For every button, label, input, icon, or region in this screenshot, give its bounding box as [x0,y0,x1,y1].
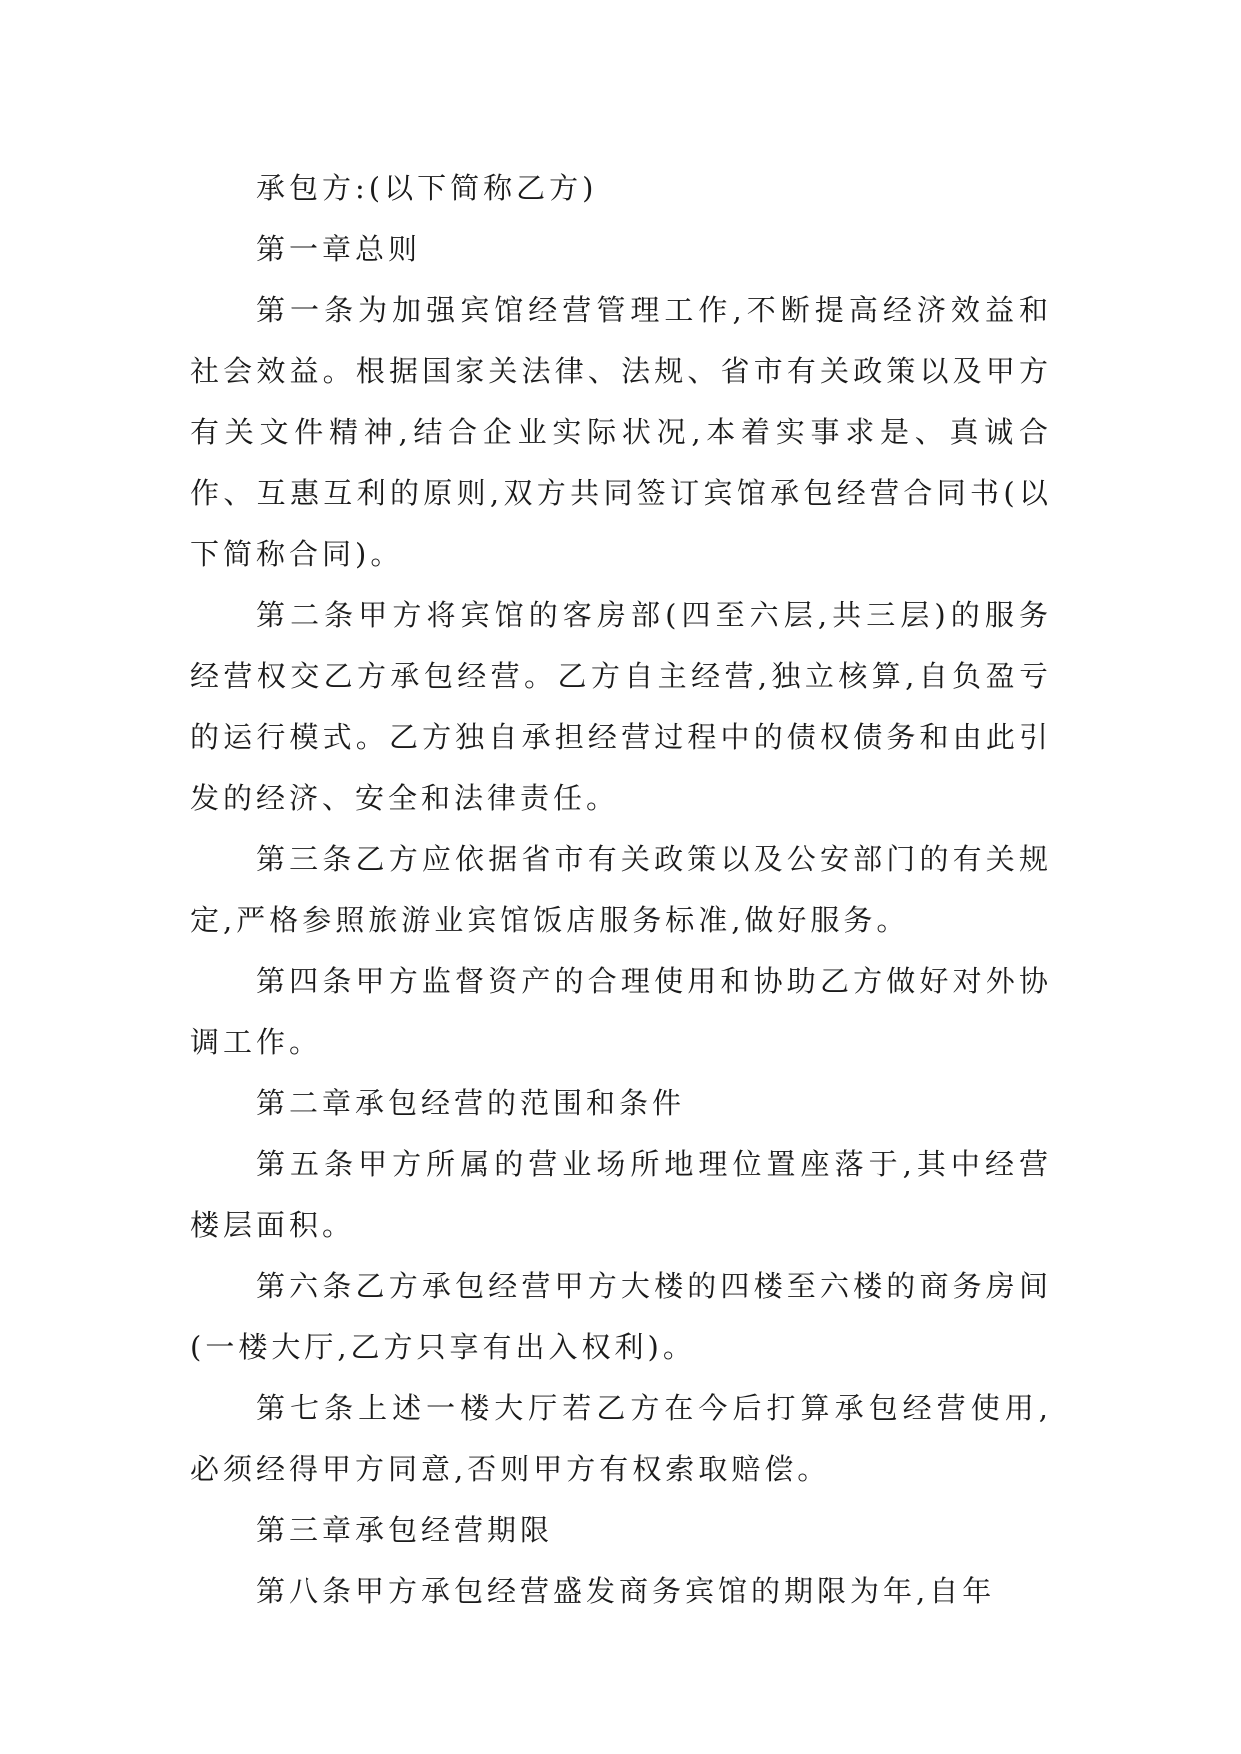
article-1: 第一条为加强宾馆经营管理工作,不断提高经济效益和社会效益。根据国家关法律、法规、省市有关政策以及甲方有关文件精神,结合企业实际状况,本着实事求是、真诚合作、互惠互利的原则,双方共同签订宾馆承包经营合同书(以下简称合同)。 [190,293,1052,571]
article-2: 第二条甲方将宾馆的客房部(四至六层,共三层)的服务经营权交乙方承包经营。乙方自主经营,独立核算,自负盈亏的运行模式。乙方独自承担经营过程中的债权债务和由此引发的经济、安全和法律责任。 [190,598,1052,815]
article-6: 第六条乙方承包经营甲方大楼的四楼至六楼的商务房间(一楼大厅,乙方只享有出入权利)。 [190,1269,1052,1364]
article-4: 第四条甲方监督资产的合理使用和协助乙方做好对外协调工作。 [190,964,1052,1059]
article-7: 第七条上述一楼大厅若乙方在今后打算承包经营使用,必须经得甲方同意,否则甲方有权索取赔偿。 [190,1391,1052,1486]
chapter-1-heading: 第一章总则 [256,232,422,266]
document-body [190,158,1052,1622]
chapter-3-heading: 第三章承包经营期限 [256,1513,554,1547]
article-3: 第三条乙方应依据省市有关政策以及公安部门的有关规定,严格参照旅游业宾馆饭店服务标准,做好服务。 [190,842,1052,937]
chapter-2-heading: 第二章承包经营的范围和条件 [256,1086,686,1120]
article-5: 第五条甲方所属的营业场所地理位置座落于,其中经营楼层面积。 [190,1147,1052,1242]
article-8: 第八条甲方承包经营盛发商务宾馆的期限为年,自年 [256,1574,996,1608]
paragraph-contractor: 承包方:(以下简称乙方) [256,171,598,205]
